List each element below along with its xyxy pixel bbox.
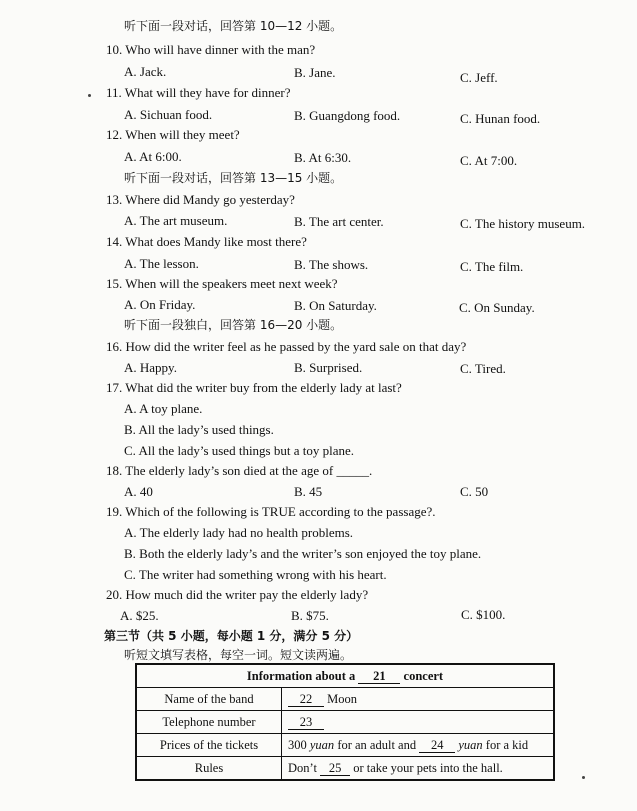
rule-pre: Don’t: [288, 760, 317, 775]
q13-num: 13.: [106, 192, 123, 207]
section-3-title: 第三节（共 5 小题，每小题 1 分，满分 5 分）: [104, 629, 359, 643]
question-14: [106, 234, 307, 250]
row-label: Prices of the tickets: [136, 734, 282, 757]
row-value: [282, 688, 555, 711]
row-label: Rules: [136, 757, 282, 781]
q19-option-a: A. The elderly lady had no health problems.: [124, 525, 354, 540]
q11-option-a: A. Sichuan food.: [124, 107, 213, 122]
q10-option-a: A. Jack.: [124, 64, 167, 79]
q11-option-b: B. Guangdong food.: [294, 108, 401, 123]
q12-num: 12.: [106, 127, 123, 142]
q14-text: What does Mandy like most there?: [125, 234, 307, 249]
row-value: [282, 711, 555, 734]
section-3-instruction: 听短文填写表格，每空一词。短文读两遍。: [124, 648, 353, 662]
question-18: [106, 463, 372, 479]
q10-option-b: B. Jane.: [294, 65, 336, 80]
q20-option-b: B. $75.: [291, 608, 329, 623]
q10-option-c: C. Jeff.: [460, 70, 498, 85]
header-text-pre: Information about a: [246, 668, 356, 683]
q13-option-b: B. The art center.: [294, 214, 384, 229]
q11-num: 11.: [106, 85, 122, 100]
question-13: [106, 192, 295, 208]
question-15: [106, 276, 338, 292]
q17-option-c: C. All the lady’s used things but a toy plane.: [124, 443, 355, 458]
q14-option-c: C. The film.: [460, 259, 524, 274]
intro-16-20: 听下面一段独白，回答第 16—20 小题。: [124, 318, 343, 332]
question-10: [106, 42, 315, 58]
price-mid-text: for an adult and: [337, 737, 417, 752]
blank-21: 21: [358, 670, 400, 684]
header-text-post: concert: [403, 668, 444, 683]
q19-num: 19.: [106, 504, 123, 519]
q12-option-b: B. At 6:30.: [294, 150, 352, 165]
scan-mark: [88, 94, 91, 97]
q18-blank: _____: [336, 463, 369, 478]
q13-option-c: C. The history museum.: [460, 216, 586, 231]
q13-text: Where did Mandy go yesterday?: [125, 192, 295, 207]
q20-num: 20.: [106, 587, 123, 602]
q19-option-c: C. The writer had something wrong with his heart.: [124, 567, 387, 582]
blank-22: 22: [288, 693, 324, 707]
intro-13-15: 听下面一段对话，回答第 13—15 小题。: [124, 171, 343, 185]
scan-mark: [582, 776, 585, 779]
q18-option-a: A. 40: [124, 484, 153, 499]
q17-option-b: B. All the lady’s used things.: [124, 422, 274, 437]
q12-option-c: C. At 7:00.: [460, 153, 518, 168]
table-header-cell: [136, 664, 554, 688]
currency-yuan: yuan: [309, 737, 335, 752]
q14-option-a: A. The lesson.: [124, 256, 199, 271]
q14-num: 14.: [106, 234, 123, 249]
q15-option-a: A. On Friday.: [124, 297, 196, 312]
q17-option-a: A. A toy plane.: [124, 401, 203, 416]
price-end-text: for a kid: [485, 737, 529, 752]
q16-num: 16.: [106, 339, 123, 354]
blank-24: 24: [419, 739, 455, 753]
q12-option-a: A. At 6:00.: [124, 149, 182, 164]
row-value: [282, 757, 555, 781]
question-12: [106, 127, 240, 143]
q16-option-b: B. Surprised.: [294, 360, 363, 375]
question-16: [106, 339, 466, 355]
q15-option-c: C. On Sunday.: [459, 300, 535, 315]
q18-num: 18.: [106, 463, 123, 478]
q10-num: 10.: [106, 42, 123, 57]
q14-option-b: B. The shows.: [294, 257, 369, 272]
q20-text: How much did the writer pay the elderly lady?: [125, 587, 369, 602]
question-17: [106, 380, 402, 396]
table-row: [136, 734, 554, 757]
question-20: [106, 587, 368, 603]
band-name-suffix: Moon: [327, 691, 357, 706]
q19-option-b: B. Both the elderly lady’s and the writer’s son enjoyed the toy plane.: [124, 546, 482, 561]
blank-23: 23: [288, 716, 324, 730]
q16-text: How did the writer feel as he passed by the yard sale on that day?: [125, 339, 467, 354]
q17-num: 17.: [106, 380, 123, 395]
question-11: [106, 85, 290, 101]
q20-option-a: A. $25.: [120, 608, 159, 623]
currency-yuan: yuan: [458, 737, 483, 752]
intro-10-12: 听下面一段对话，回答第 10—12 小题。: [124, 19, 343, 33]
q11-text: What will they have for dinner?: [124, 85, 291, 100]
row-label: Telephone number: [136, 711, 282, 734]
q11-option-c: C. Hunan food.: [460, 111, 541, 126]
q10-text: Who will have dinner with the man?: [125, 42, 316, 57]
q15-option-b: B. On Saturday.: [294, 298, 377, 313]
adult-price: 300: [288, 737, 307, 752]
row-label: Name of the band: [136, 688, 282, 711]
q13-option-a: A. The art museum.: [124, 213, 228, 228]
q19-text: Which of the following is TRUE according to the passage?.: [125, 504, 436, 519]
table-row: [136, 757, 554, 781]
row-value: [282, 734, 555, 757]
q18-end: .: [368, 463, 373, 478]
table-row: [136, 688, 554, 711]
q15-text: When will the speakers meet next week?: [125, 276, 338, 291]
q18-option-b: B. 45: [294, 484, 323, 499]
rule-post: or take your pets into the hall.: [353, 760, 503, 775]
q16-option-a: A. Happy.: [124, 360, 177, 375]
question-19: [106, 504, 436, 520]
q12-text: When will they meet?: [125, 127, 240, 142]
q18-option-c: C. 50: [460, 484, 489, 499]
info-table: [135, 663, 555, 781]
q20-option-c: C. $100.: [461, 607, 506, 622]
q17-text: What did the writer buy from the elderly lady at last?: [125, 380, 402, 395]
q15-num: 15.: [106, 276, 123, 291]
q18-text: The elderly lady’s son died at the age of: [125, 463, 334, 478]
q16-option-c: C. Tired.: [460, 361, 506, 376]
blank-25: 25: [320, 762, 350, 776]
table-row: [136, 711, 554, 734]
table-header-row: [136, 664, 554, 688]
